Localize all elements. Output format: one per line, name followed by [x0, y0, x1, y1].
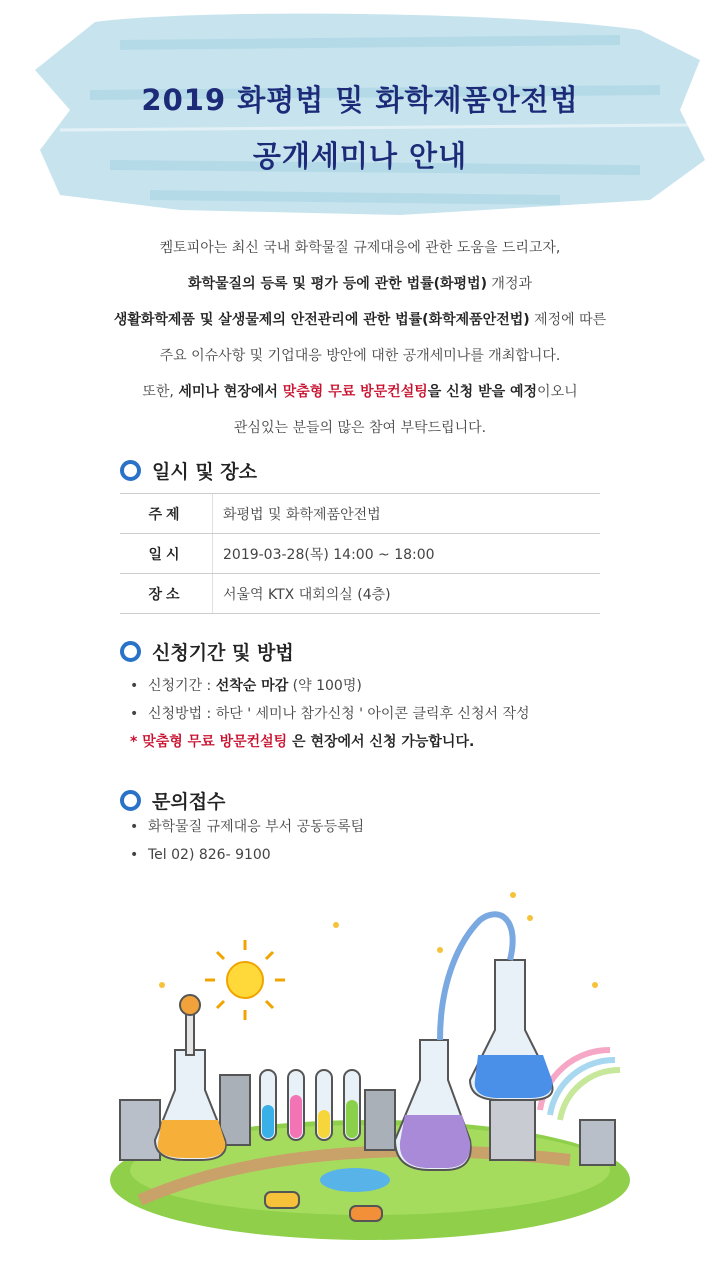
- intro-line: 또한, 세미나 현장에서 맞춤형 무료 방문컨설팅을 신청 받을 예정이오니: [142, 384, 578, 400]
- table-row: 장소 서울역 KTX 대회의실 (4층): [120, 574, 600, 614]
- page-title-line2: 공개세미나 안내: [252, 139, 468, 173]
- schedule-table: [120, 493, 600, 614]
- list-item: • 신청방법 : 하단 ' 세미나 참가신청 ' 아이콘 클릭후 신청서 작성: [130, 706, 530, 722]
- law-name-1: 화학물질의 등록 및 평가 등에 관한 법률(화평법): [187, 276, 487, 292]
- consulting-note: * 맞춤형 무료 방문컨설팅 은 현장에서 신청 가능합니다.: [130, 734, 475, 750]
- table-row: 일시 2019-03-28(목) 14:00 ~ 18:00: [120, 534, 600, 574]
- page-title-line1: 2019 화평법 및 화학제품안전법: [141, 83, 579, 117]
- list-item: • 신청기간 : 선착순 마감 (약 100명): [130, 678, 362, 694]
- application-list: [130, 672, 530, 756]
- list-item: • Tel 02) 826- 9100: [130, 847, 271, 863]
- section-heading-application: 신청기간 및 방법: [120, 638, 294, 665]
- law-name-2: 생활화학제품 및 살생물제의 안전관리에 관한 법률(화학제품안전법): [113, 312, 530, 328]
- header-banner: [0, 0, 720, 230]
- intro-text: [0, 230, 720, 446]
- list-item: • 화학물질 규제대응 부서 공동등록팀: [130, 819, 365, 835]
- contact-list: [130, 813, 364, 869]
- section-heading-schedule: 일시 및 장소: [120, 457, 257, 484]
- section-heading-contact: 문의접수: [120, 787, 225, 814]
- circle-bullet-icon: [120, 460, 141, 481]
- table-row: 주제 화평법 및 화학제품안전법: [120, 494, 600, 534]
- intro-line: 주요 이슈사항 및 기업대응 방안에 대한 공개세미나를 개최합니다.: [159, 348, 561, 364]
- consulting-highlight: 맞춤형 무료 방문컨설팅: [282, 384, 428, 400]
- chemistry-city-illustration: [100, 880, 640, 1240]
- intro-line: 켐토피아는 최신 국내 화학물질 규제대응에 관한 도움을 드리고자,: [159, 240, 561, 256]
- circle-bullet-icon: [120, 641, 141, 662]
- intro-line: 관심있는 분들의 많은 참여 부탁드립니다.: [233, 420, 487, 436]
- intro-line: 화학물질의 등록 및 평가 등에 관한 법률(화평법) 개정과: [187, 276, 533, 292]
- intro-line: 생활화학제품 및 살생물제의 안전관리에 관한 법률(화학제품안전법) 제정에 따른: [113, 312, 607, 328]
- circle-bullet-icon: [120, 790, 141, 811]
